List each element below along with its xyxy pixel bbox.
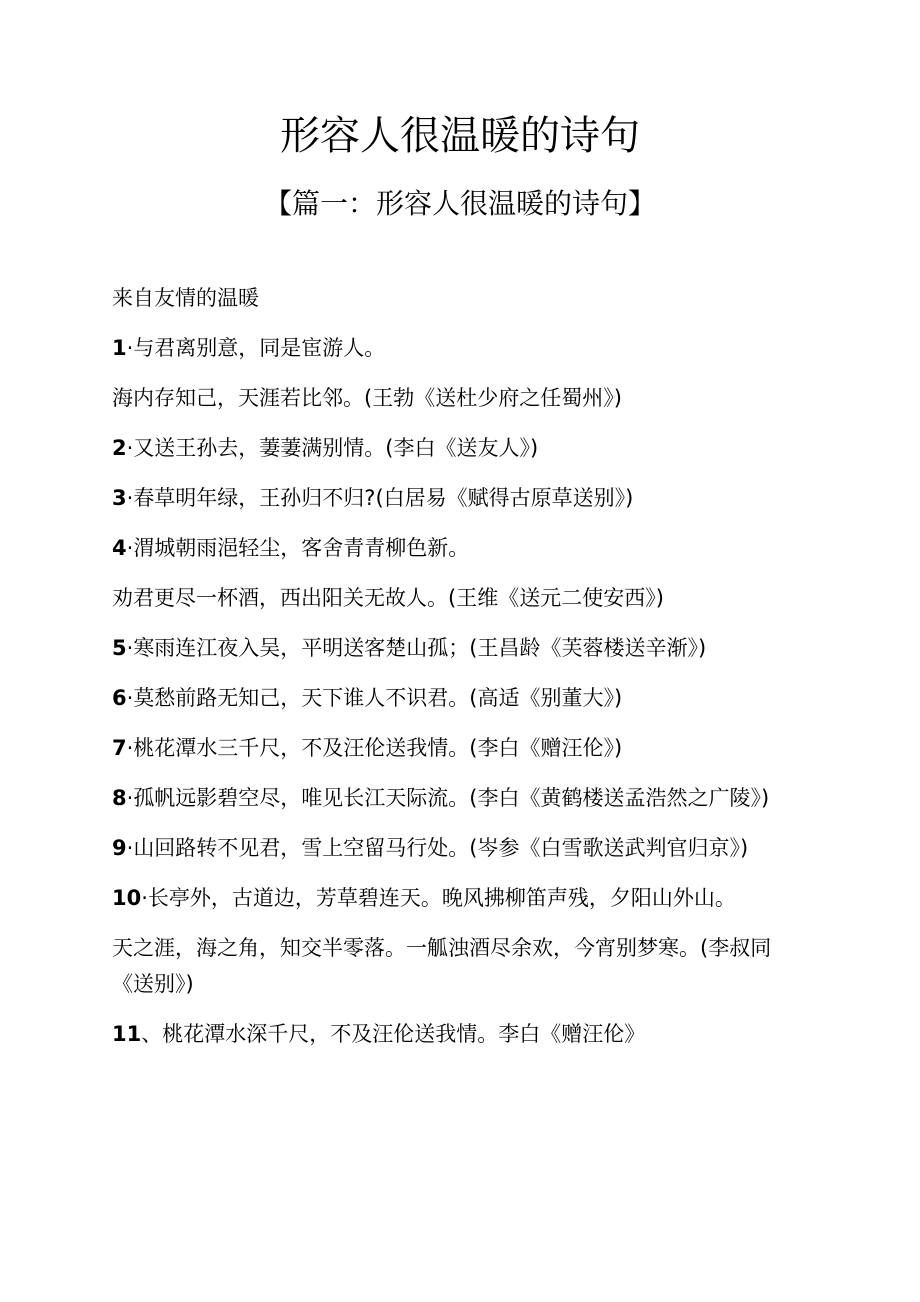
poem-line: 2·又送王孙去，萋萋满别情。(李白《送友人》) <box>112 436 539 460</box>
poem-line: 劝君更尽一杯酒，西出阳关无故人。(王维《送元二使安西》) <box>112 586 664 610</box>
poem-line: 海内存知己，天涯若比邻。(王勃《送杜少府之任蜀州》) <box>112 386 622 410</box>
poem-line: 1·与君离别意，同是宦游人。 <box>112 336 386 360</box>
page-title: 形容人很温暖的诗句 <box>280 113 640 159</box>
document-body <box>112 280 812 1066</box>
poem-line: 3·春草明年绿，王孙归不归?(白居易《赋得古原草送别》) <box>112 486 634 510</box>
section-heading: 来自友情的温暖 <box>112 286 259 310</box>
poem-line: 4·渭城朝雨浥轻尘，客舍青青柳色新。 <box>112 536 470 560</box>
poem-line: 10·长亭外，古道边，芳草碧连天。晚风拂柳笛声残，夕阳山外山。 <box>112 886 736 910</box>
poem-line: 6·莫愁前路无知己，天下谁人不识君。(高适《别董大》) <box>112 686 623 710</box>
poem-line: 8·孤帆远影碧空尽，唯见长江天际流。(李白《黄鹤楼送孟浩然之广陵》) <box>112 786 770 810</box>
poem-line: 7·桃花潭水三千尺，不及汪伦送我情。(李白《赠汪伦》) <box>112 736 623 760</box>
poem-line: 天之涯，海之角，知交半零落。一觚浊酒尽余欢，今宵别梦寒。(李叔同《送别》) <box>112 936 772 996</box>
poem-line: 11、桃花潭水深千尺，不及汪伦送我情。李白《赠汪伦》 <box>112 1022 646 1046</box>
poem-line: 9·山回路转不见君，雪上空留马行处。(岑参《白雪歌送武判官归京》) <box>112 836 749 860</box>
poem-line: 5·寒雨连江夜入吴，平明送客楚山孤；(王昌龄《芙蓉楼送辛渐》) <box>112 636 707 660</box>
section-title: 【篇一：形容人很温暖的诗句】 <box>263 187 656 220</box>
